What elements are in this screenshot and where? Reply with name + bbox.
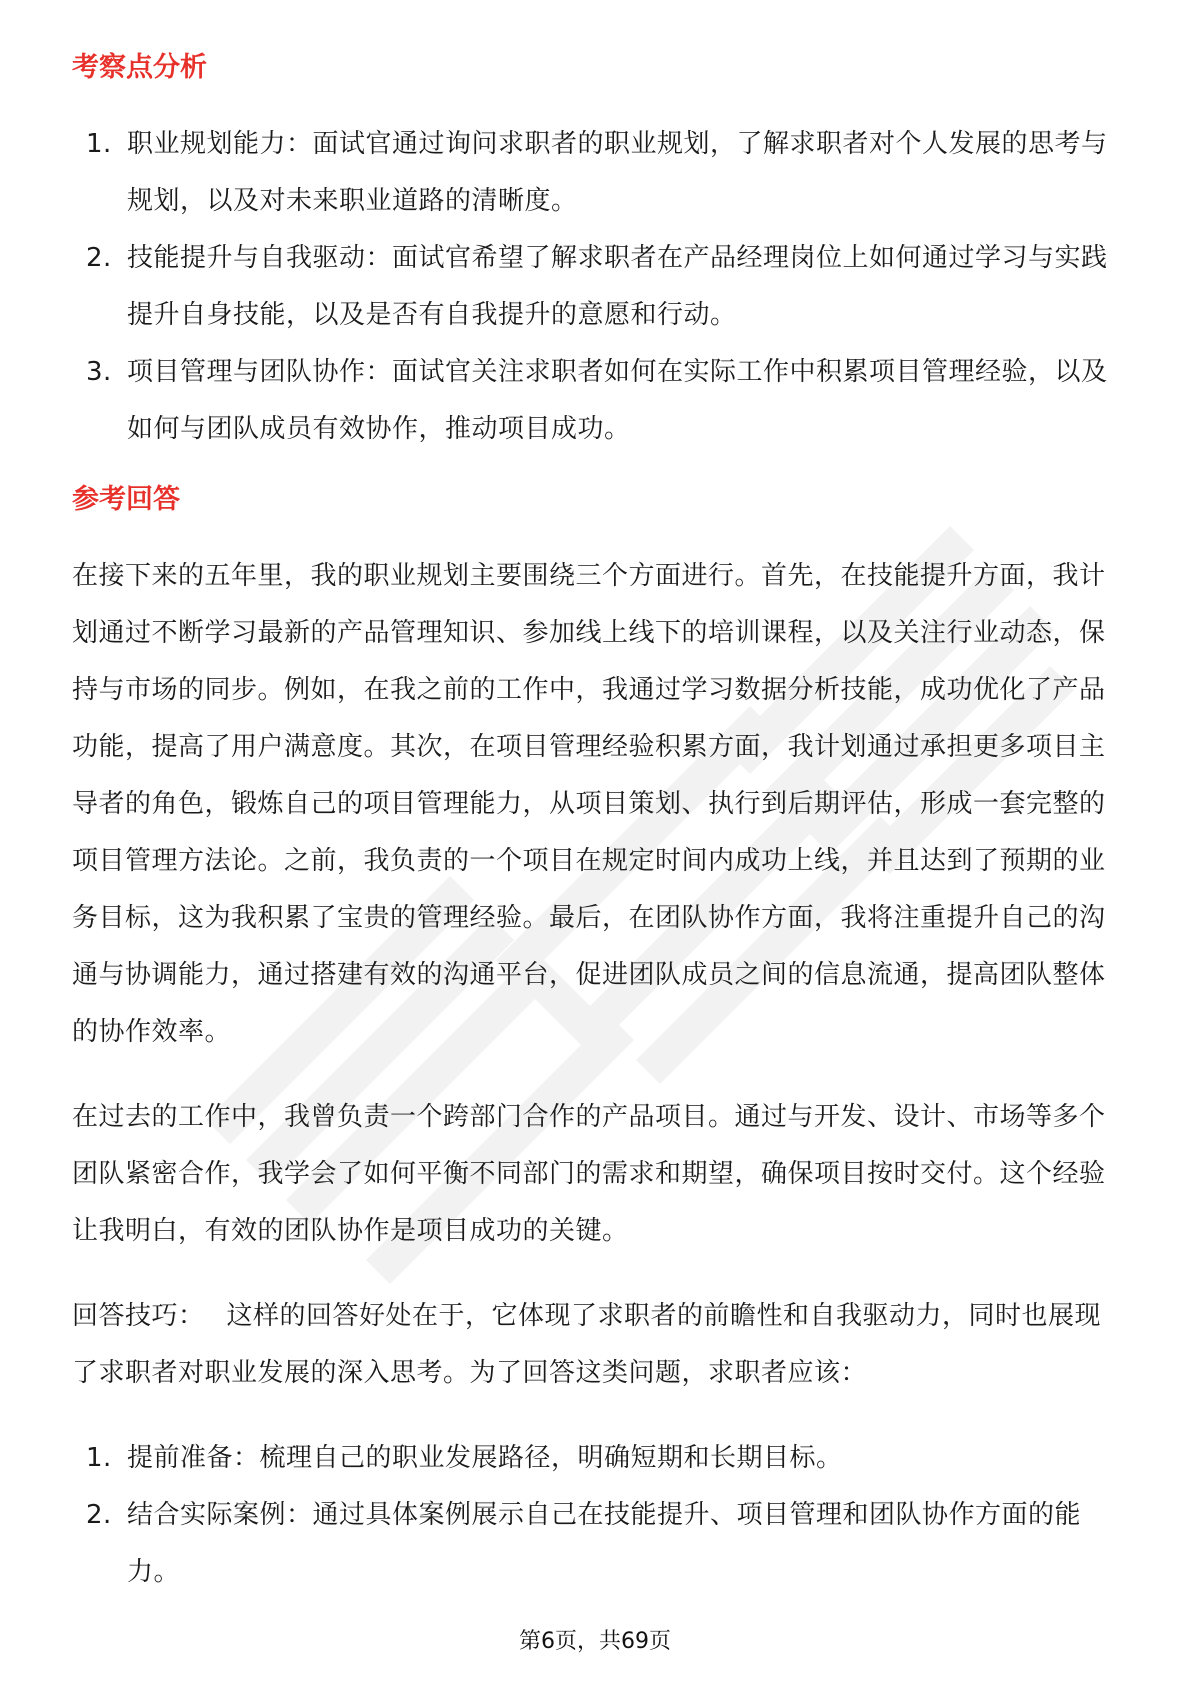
list-item-number: 3. <box>86 357 112 387</box>
document-content <box>72 48 1122 1601</box>
list-item-text: 职业规划能力：面试官通过询问求职者的职业规划，了解求职者对个人发展的思考与规划，以及对未来职业道路的清晰度。 <box>127 129 1108 216</box>
list-item <box>72 1487 1122 1601</box>
list-item-text: 提前准备：梳理自己的职业发展路径，明确短期和长期目标。 <box>127 1443 843 1473</box>
page-number-footer: 第6页，共69页 <box>519 1629 671 1654</box>
list-item-number: 2. <box>86 243 112 273</box>
list-item-number: 2. <box>86 1500 112 1530</box>
tips-label: 回答技巧： <box>72 1301 205 1331</box>
analysis-list <box>72 116 1122 458</box>
list-item <box>72 1430 1122 1487</box>
list-item-number: 1. <box>86 1443 112 1473</box>
list-item-text: 结合实际案例：通过具体案例展示自己在技能提升、项目管理和团队协作方面的能力。 <box>127 1500 1082 1587</box>
list-item <box>72 116 1122 230</box>
list-item <box>72 344 1122 458</box>
answer-paragraph-2: 在过去的工作中，我曾负责一个跨部门合作的产品项目。通过与开发、设计、市场等多个团队紧密合作，我学会了如何平衡不同部门的需求和期望，确保项目按时交付。这个经验让我明白，有效的团队协作是项目成功的关键。 <box>72 1102 1106 1246</box>
answer-paragraph-1: 在接下来的五年里，我的职业规划主要围绕三个方面进行。首先，在技能提升方面，我计划通过不断学习最新的产品管理知识、参加线上线下的培训课程，以及关注行业动态，保持与市场的同步。例如，在我之前的工作中，我通过学习数据分析技能，成功优化了产品功能，提高了用户满意度。其次，在项目管理经验积累方面，我计划通过承担更多项目主导者的角色，锻炼自己的项目管理能力，从项目策划、执行到后期评估，形成一套完整的项目管理方法论。之前，我负责的一个项目在规定时间内成功上线，并且达到了预期的业务目标，这为我积累了宝贵的管理经验。最后，在团队协作方面，我将注重提升自己的沟通与协调能力，通过搭建有效的沟通平台，促进团队成员之间的信息流通，提高团队整体的协作效率。 <box>72 561 1106 1047</box>
list-item-text: 项目管理与团队协作：面试官关注求职者如何在实际工作中积累项目管理经验，以及如何与团队成员有效协作，推动项目成功。 <box>127 357 1108 444</box>
list-item-text: 技能提升与自我驱动：面试官希望了解求职者在产品经理岗位上如何通过学习与实践提升自身技能，以及是否有自我提升的意愿和行动。 <box>127 243 1108 330</box>
section-title-answer: 参考回答 <box>72 484 180 515</box>
answer-tips-paragraph <box>72 1288 1122 1402</box>
tips-list <box>72 1430 1122 1601</box>
list-item <box>72 230 1122 344</box>
list-item-number: 1. <box>86 129 112 159</box>
tips-text: 这样的回答好处在于，它体现了求职者的前瞻性和自我驱动力，同时也展现了求职者对职业发展的深入思考。为了回答这类问题，求职者应该： <box>72 1301 1102 1388</box>
section-title-analysis: 考察点分析 <box>72 52 207 83</box>
